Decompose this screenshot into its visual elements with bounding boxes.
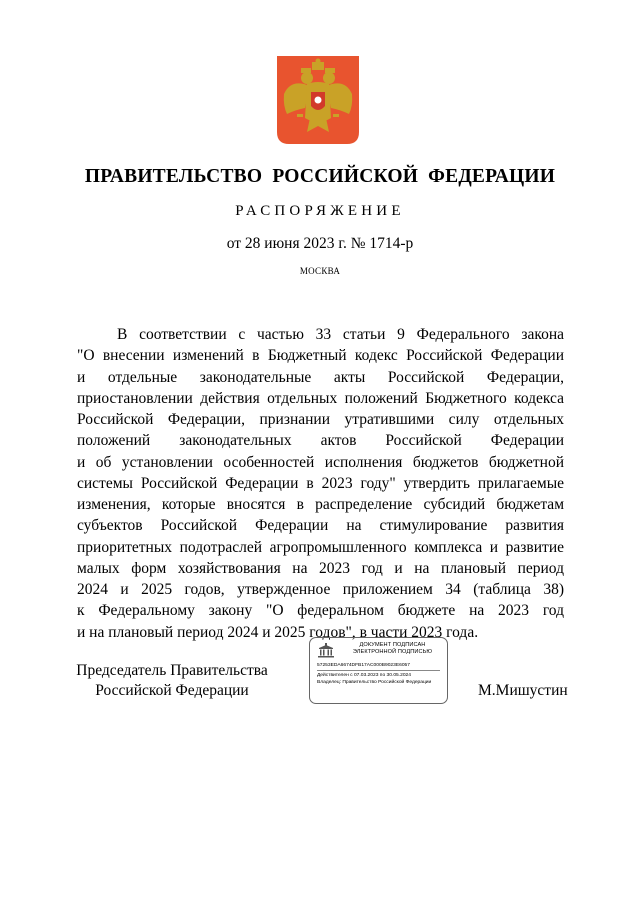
body-line: 2024 и 2025 годов, утвержденное приложением 34 (таблица 38)	[77, 581, 564, 598]
body-line: приоритетных подотраслей агропромышленного комплекса и развитие	[77, 538, 564, 556]
body-line: "О внесении изменений в Бюджетный кодекс Российской Федерации	[77, 347, 564, 365]
stamp-divider	[317, 670, 440, 671]
electronic-signature-stamp	[309, 637, 448, 704]
body-line: приостановлении действия отдельных положений Бюджетного кодекса	[77, 389, 564, 407]
body-line: положений законодательных актов Российской Федерации	[77, 432, 564, 450]
body-line: и на плановый период 2024 и 2025 годов", в части 2023 года.	[77, 623, 479, 641]
government-title: ПРАВИТЕЛЬСТВО РОССИЙСКОЙ ФЕДЕРАЦИИ	[84, 166, 556, 187]
body-line: Российской Федерации, признании утратившими силу отдельных	[77, 411, 564, 428]
city: МОСКВА	[299, 266, 341, 276]
body-line: и отдельные законодательные акты Российской Федерации,	[77, 368, 564, 386]
document-date-number: от 28 июня 2023 г. № 1714-р	[226, 235, 414, 252]
stamp-heading-line2: ЭЛЕКТРОННОЙ ПОДПИСЬЮ	[352, 648, 433, 655]
chairman-title	[72, 661, 272, 701]
order-body	[77, 324, 564, 643]
chairman-title-line1: Председатель Правительства	[76, 662, 268, 679]
stamp-validity: Действителен с 07.03.2023 по 30.05.2024	[317, 673, 411, 678]
body-line: изменения, которые вносятся в распределение субсидий бюджетам	[77, 496, 564, 513]
body-line: В соответствии с частью 33 статьи 9 Федерального закона	[117, 326, 564, 343]
stamp-owner: Владелец: Правительство Российской Федерации	[317, 680, 432, 685]
body-line: и об установлении особенностей исполнения бюджетов бюджетной	[77, 453, 564, 471]
coat-of-arms-icon	[277, 56, 359, 144]
stamp-certificate: 57253EDA6674DFB17AC000B9023E6057	[317, 663, 410, 668]
document-type: РАСПОРЯЖЕНИЕ	[235, 203, 405, 219]
stamp-heading	[340, 642, 445, 655]
government-building-icon	[316, 643, 336, 658]
chairman-title-line2: Российской Федерации	[95, 682, 249, 699]
body-line: малых форм хозяйствования на 2023 год и на плановый период	[77, 559, 564, 577]
body-line: системы Российской Федерации в 2023 году" утвердить прилагаемые	[77, 474, 564, 492]
signer-name: М.Мишустин	[478, 682, 568, 699]
stamp-heading-line1: ДОКУМЕНТ ПОДПИСАН	[359, 642, 426, 648]
body-line: к Федеральному закону "О федеральном бюджете на 2023 год	[77, 602, 564, 620]
body-line: субъектов Российской Федерации на стимулирование развития	[77, 517, 564, 535]
